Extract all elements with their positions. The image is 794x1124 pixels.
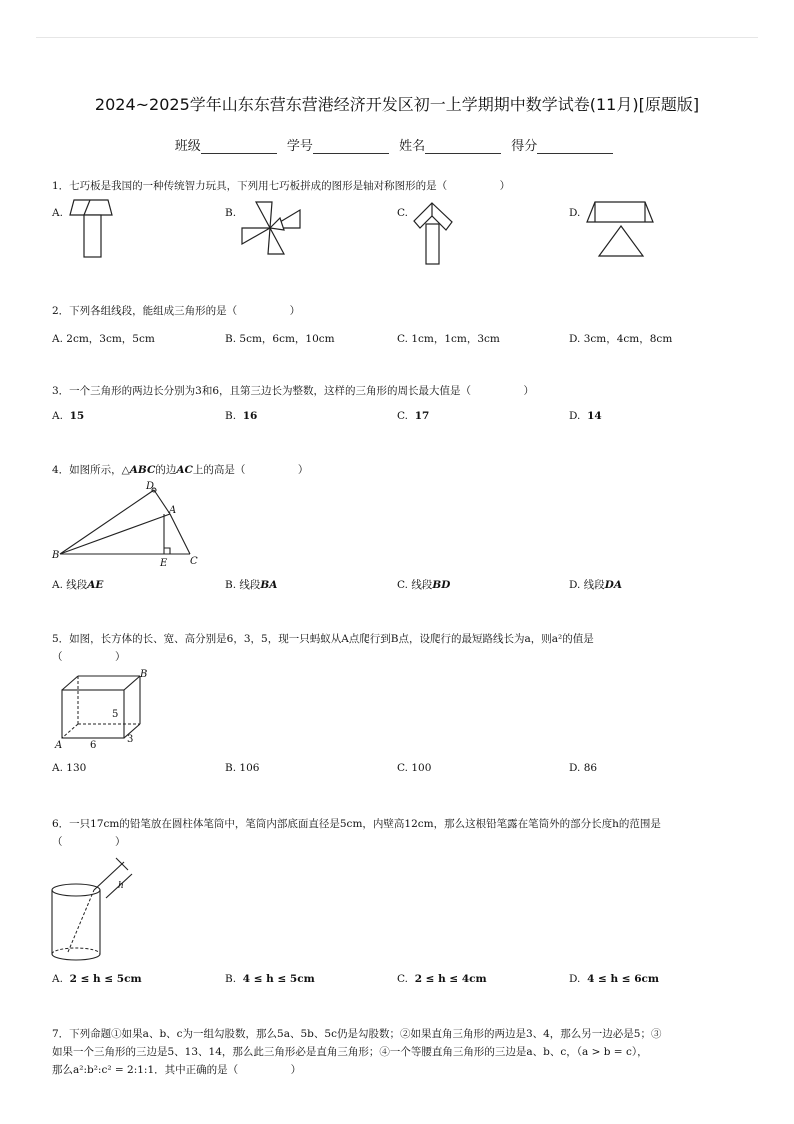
q3-option-c[interactable]: C. 17 [397, 410, 430, 422]
q4-option-c[interactable]: C. 线段BD [397, 579, 451, 591]
q4-option-d-value: DA [604, 579, 622, 591]
q6-option-c-value: 2 ≤ h ≤ 4cm [414, 973, 487, 985]
header-rule [36, 37, 758, 38]
q6-option-a-value: 2 ≤ h ≤ 5cm [69, 973, 142, 985]
q6-option-b[interactable]: B. 4 ≤ h ≤ 5cm [225, 973, 315, 985]
q6-option-d[interactable]: D. 4 ≤ h ≤ 6cm [569, 973, 660, 985]
q1-option-d-label[interactable]: D. [569, 207, 581, 219]
q3-option-b-value: 16 [242, 410, 258, 422]
class-label: 班级 [174, 139, 201, 154]
q2-option-d[interactable]: D. 3cm，4cm，8cm [569, 333, 673, 345]
q4-option-b-value: BA [260, 579, 278, 591]
q1-option-b-label[interactable]: B. [225, 207, 237, 219]
q4-option-d[interactable]: D. 线段DA [569, 579, 622, 591]
q5-option-c[interactable]: C. 100 [397, 762, 432, 774]
score-blank[interactable] [537, 140, 613, 154]
q6-option-d-value: 4 ≤ h ≤ 6cm [587, 973, 660, 985]
label-b: B [52, 550, 60, 561]
pencil-length-label: h [118, 881, 124, 891]
q3-option-c-value: 17 [414, 410, 430, 422]
question-6-text: 6．一只17cm的铅笔放在圆柱体笔筒中，笔筒内部底面直径是5cm，内壁高12cm，那么这根铅笔露在笔筒外的部分长度h的范围是 [52, 818, 661, 830]
question-5-paren: （ ） [52, 651, 126, 663]
cuboid-label-b: B [140, 669, 148, 680]
score-label: 得分 [511, 139, 538, 154]
tangram-t-shape-figure [68, 198, 118, 262]
question-6-paren: （ ） [52, 836, 126, 848]
number-label: 学号 [286, 139, 313, 154]
cuboid-label-a: A [55, 740, 63, 751]
page-title: 2024~2025学年山东东营东营港经济开发区初一上学期期中数学试卷(11月)[原题版] [94, 95, 700, 114]
side-ac-label: AC [176, 464, 193, 476]
question-3-text: 3．一个三角形的两边长分别为3和6，且第三边长为整数，这样的三角形的周长最大值是（ ） [52, 385, 535, 397]
q1-option-c-label[interactable]: C. [397, 207, 408, 219]
number-blank[interactable] [313, 140, 389, 154]
q3-option-a-value: 15 [69, 410, 85, 422]
triangle-abc-diagram [50, 478, 210, 570]
question-4-text: 4．如图所示，△ABC的边AC上的高是（ ） [52, 464, 309, 476]
q4-option-c-value: BD [432, 579, 451, 591]
q4-option-b[interactable]: B. 线段BA [225, 579, 278, 591]
q4-option-a[interactable]: A. 线段AE [52, 579, 104, 591]
q5-option-b[interactable]: B. 106 [225, 762, 260, 774]
q2-option-b[interactable]: B. 5cm，6cm，10cm [225, 333, 335, 345]
student-info-line [0, 135, 794, 154]
question-7-line-3: 那么a²:b²:c² = 2:1:1．其中正确的是（ ） [52, 1064, 302, 1076]
q5-option-d[interactable]: D. 86 [569, 762, 598, 774]
q2-option-a[interactable]: A. 2cm，3cm，5cm [52, 333, 155, 345]
q4-option-a-value: AE [87, 579, 104, 591]
q6-option-b-value: 4 ≤ h ≤ 5cm [242, 973, 315, 985]
q1-option-a-label[interactable]: A. [52, 207, 63, 219]
q3-option-a[interactable]: A. 15 [52, 410, 85, 422]
label-d: D [146, 481, 155, 492]
name-label: 姓名 [399, 139, 426, 154]
question-2-text: 2．下列各组线段，能组成三角形的是（ ） [52, 305, 301, 317]
class-blank[interactable] [201, 140, 277, 154]
q6-option-a[interactable]: A. 2 ≤ h ≤ 5cm [52, 973, 142, 985]
question-7-line-2: 如果一个三角形的三边是5、13、14，那么此三角形必是直角三角形；④一个等腰直角三角形的三边是a、b、c，（a > b = c）， [52, 1046, 648, 1058]
name-blank[interactable] [425, 140, 501, 154]
q3-option-d[interactable]: D. 14 [569, 410, 602, 422]
label-c: C [190, 556, 198, 567]
question-1-text: 1．七巧板是我国的一种传统智力玩具，下列用七巧板拼成的图形是轴对称图形的是（ ） [52, 180, 511, 192]
cuboid-height-label: 5 [112, 709, 119, 720]
triangle-abc-label: ABC [129, 464, 156, 476]
q3-option-b[interactable]: B. 16 [225, 410, 258, 422]
label-a: A [169, 505, 177, 516]
question-7-line-1: 7．下列命题①如果a、b、c为一组勾股数，那么5a、5b、5c仍是勾股数；②如果直角三角形的两边是3、4，那么另一边必是5；③ [52, 1028, 662, 1040]
tangram-pinwheel-figure [238, 198, 304, 256]
cuboid-width-label: 3 [127, 734, 134, 745]
cuboid-length-label: 6 [90, 740, 97, 751]
label-e: E [160, 558, 168, 569]
question-5-text: 5．如图，长方体的长、宽、高分别是6，3，5，现一只蚂蚁从A点爬行到B点，设爬行的最短路线长为a，则a²的值是 [52, 633, 594, 645]
q3-option-d-value: 14 [587, 410, 602, 422]
tangram-arrow-figure [410, 200, 458, 268]
q6-option-c[interactable]: C. 2 ≤ h ≤ 4cm [397, 973, 487, 985]
pencil-cup-diagram [48, 854, 148, 966]
q5-option-a[interactable]: A. 130 [52, 762, 87, 774]
cuboid-diagram [52, 668, 152, 752]
q2-option-c[interactable]: C. 1cm，1cm，3cm [397, 333, 500, 345]
tangram-table-figure [583, 198, 659, 260]
